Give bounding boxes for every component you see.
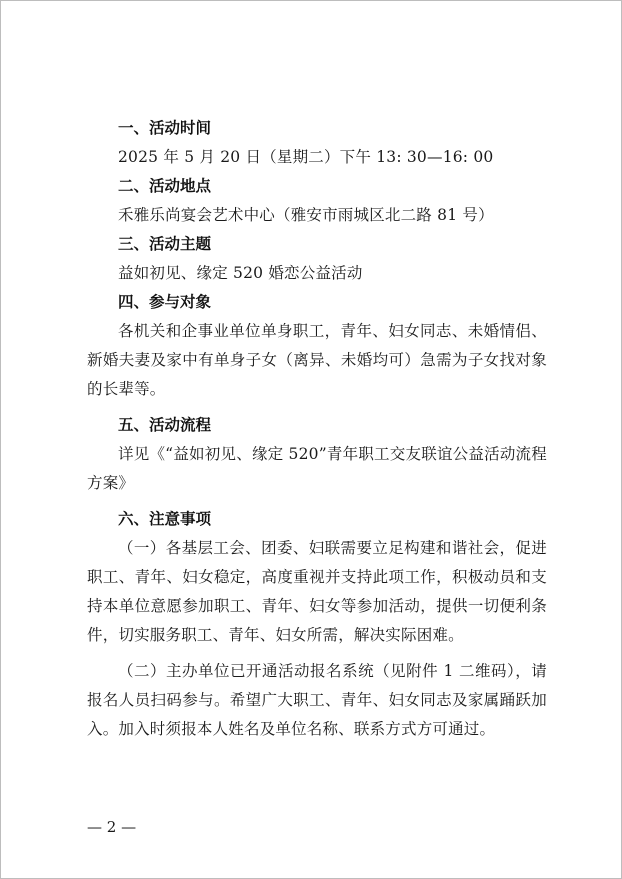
- activity-process-text: 详见《“益如初见、缘定 520”青年职工交友联谊公益活动流程方案》: [87, 445, 547, 492]
- spacer: [87, 404, 547, 411]
- spacer: [87, 498, 547, 505]
- participants-text: 各机关和企事业单位单身职工，青年、妇女同志、未婚情侣、新婚夫妻及家中有单身子女（离异、未婚均可）急需为子女找对象的长辈等。: [87, 322, 547, 398]
- heading-participants: 四、参与对象: [118, 293, 212, 311]
- notes-paragraph-1: （一）各基层工会、团委、妇联需要立足构建和谐社会，促进职工、青年、妇女稳定，高度重视并支持此项工作，积极动员和支持本单位意愿参加职工、青年、妇女等参加活动，提供一切便利条件，切实服务职工、青年、妇女所需，解决实际困难。: [87, 539, 547, 644]
- heading-activity-location: 二、活动地点: [118, 177, 212, 195]
- notes-paragraph-2: （二）主办单位已开通活动报名系统（见附件 1 二维码），请报名人员扫码参与。希望广大职工、青年、妇女同志及家属踊跃加入。加入时须报本人姓名及单位名称、联系方式方可通过。: [87, 662, 547, 738]
- heading-notes: 六、注意事项: [118, 510, 212, 528]
- heading-activity-process: 五、活动流程: [118, 416, 212, 434]
- activity-theme-text: 益如初见、缘定 520 婚恋公益活动: [118, 264, 363, 282]
- page-number: — 2 —: [87, 818, 137, 836]
- activity-time-text: 2025 年 5 月 20 日（星期二）下午 13: 30—16: 00: [118, 148, 494, 166]
- spacer: [87, 650, 547, 657]
- heading-activity-time: 一、活动时间: [118, 119, 212, 137]
- activity-location-text: 禾雅乐尚宴会艺术中心（雅安市雨城区北二路 81 号）: [118, 206, 494, 224]
- document-body: [87, 114, 547, 744]
- heading-activity-theme: 三、活动主题: [118, 235, 212, 253]
